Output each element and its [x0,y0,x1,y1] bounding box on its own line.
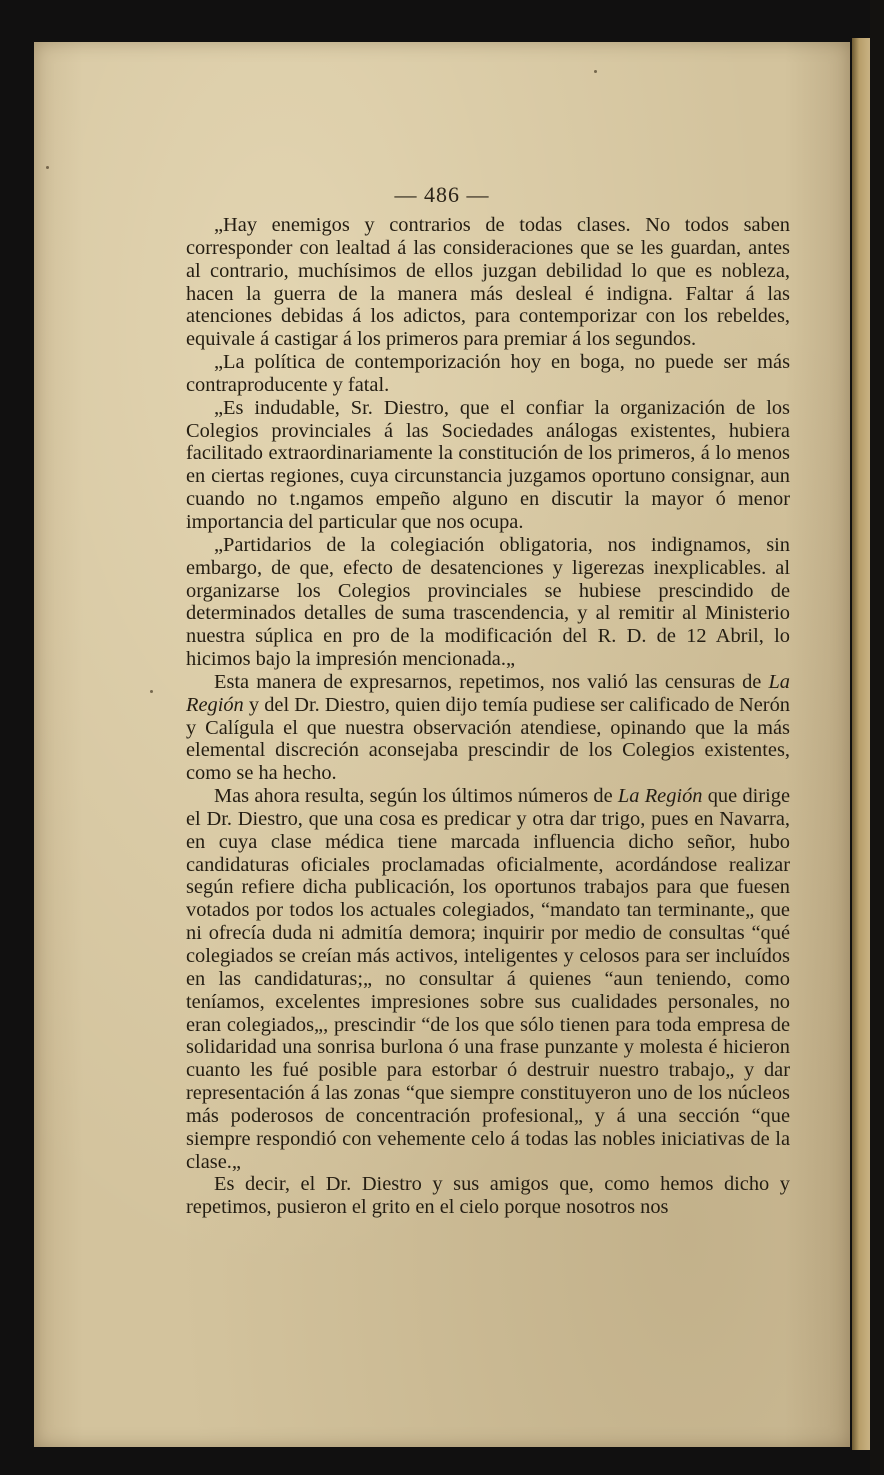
paragraph-2: „La política de contemporización hoy en boga, no puede ser más contraproducente y fatal. [186,351,790,396]
paragraph-4: „Partidarios de la colegiación obligatoria, nos indignamos, sin embargo, de que, efecto de desatenciones y ligerezas inexplicables. al organizarse los Colegios provinciales se hubiese prescindido de determinados detalles de suma trascendencia, y al remitir al Ministerio nuestra súplica en pro de la modificación del R. D. de 12 Abril, lo hicimos bajo la impresión mencionada.„ [186,533,790,671]
paragraph-3: „Es indudable, Sr. Diestro, que el confiar la organización de los Colegios provinciales á las Sociedades análogas existentes, hubiera facilitado extraordinariamente la constitución de los primeros, á lo menos en ciertas regiones, cuya circunstancia juzgamos oportuno consignar, aun cuando no t.ngamos empeño alguno en discutir la mayor ó menor importancia del particular que nos ocupa. [186,396,790,533]
paragraph-6-after: que dirige el Dr. Diestro, que una cosa es predicar y otra dar trigo, pues en Navarra, en cuya clase médica tiene marcada influencia dicho señor, hubo candidaturas oficiales proclamadas oficialmente, acordándose realizar según refiere dicha publicación, los oportunos trabajos para que fuesen votados por todos los actuales colegiados, “mandato tan terminante„ que ni ofrecía duda ni admitía demora; inquirir por medio de consultas “qué colegiados se creían más activos, inteligentes y celosos para ser incluídos en las candidaturas;„ no consultar á quienes “aun teniendo, como teníamos, excelentes impresiones sobre sus cualidades personales, no eran colegiados„, prescindir “de los que sólo tienen para toda empresa de solidaridad una sonrisa burlona ó una frase punzante y molesta é hicieron cuanto les fué posible para estorbar ó destruir nuestro trabajo„ y dar representación á las zonas “que siempre constituyeron uno de los núcleos más poderosos de concentración profesional„ y á una sección “que siempre respondió con vehemente celo á todas las nobles iniciativas de la clase.„ [186,785,791,1173]
paragraph-6 [186,785,790,1173]
next-page-edge [852,38,870,1450]
body-text [186,214,790,1219]
publication-title: La Región [186,670,790,716]
scan-border-right [870,0,884,1475]
paragraph-5 [186,671,790,785]
paper-speck [594,70,597,73]
paragraph-5-before: Esta manera de expresarnos, repetimos, nos valió las censuras de [214,670,769,693]
paragraph-6-before: Mas ahora resulta, según los últimos números de [214,785,618,808]
paragraph-1: „Hay enemigos y contrarios de todas clases. No todos saben corresponder con lealtad á las consideraciones que se les guardan, antes al contrario, muchísimos de ellos juzgan debilidad lo que es nobleza, hacen la guerra de la manera más desleal é indigna. Faltar á las atenciones debidas á los adictos, para contemporizar con los rebeldes, equivale á castigar á los primeros para premiar á los segundos. [186,214,790,351]
book-page [34,42,850,1447]
publication-title: La Región [617,785,703,808]
paragraph-7: Es decir, el Dr. Diestro y sus amigos que, como hemos dicho y repetimos, pusieron el grito en el cielo porque nosotros nos [186,1173,790,1219]
paper-speck [150,690,153,693]
page-number: — 486 — [394,182,490,207]
paragraph-5-after: y del Dr. Diestro, quien dijo temía pudiese ser calificado de Nerón y Calígula el que nuestra observación atendiese, opinando que la más elemental discreción aconsejaba prescindir de los Colegios existentes, como se ha hecho. [186,693,790,785]
paper-speck [46,166,49,169]
